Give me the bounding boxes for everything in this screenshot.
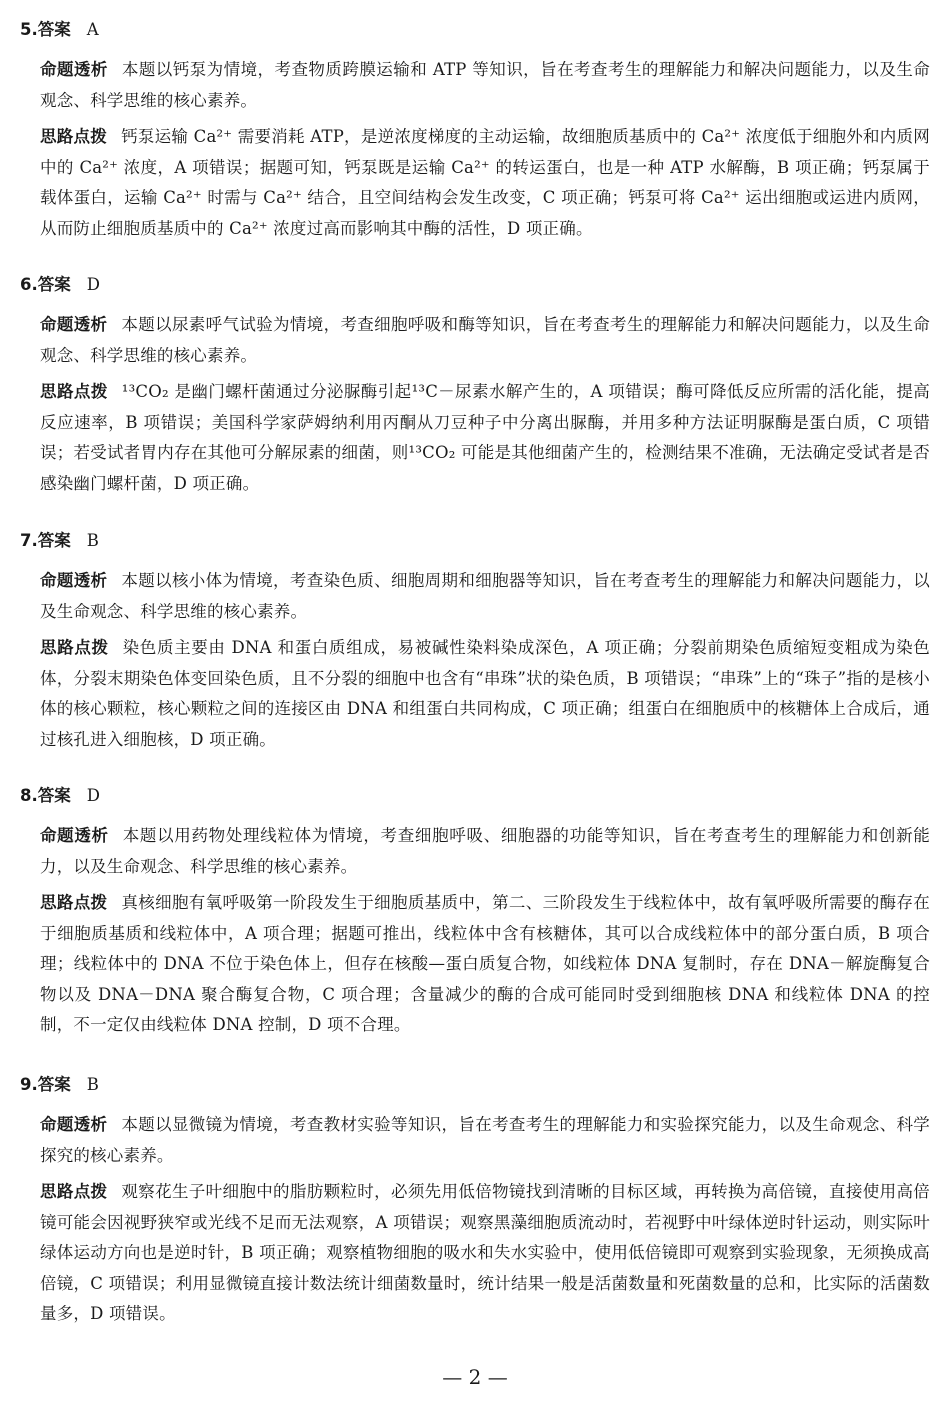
analysis-label: 命题透析 xyxy=(40,60,108,79)
thinking-text: 观察花生子叶细胞中的脂肪颗粒时，必须先用低倍物镜找到清晰的目标区域，再转换为高倍镜，直接使用高倍镜可能会因视野狭窄或光线不足而无法观察，A 项错误；观察黑藻细胞质流动时，若视野中叶绿体逆时针运动，则实际叶绿体运动方向也是逆时针，B 项正确；观察植物细胞的吸水和失水实验中，使用低倍镜即可观察到实验现象，无须换成高倍镜，C 项错误；利用显微镜直接计数法统计细菌数量时，统计结果一般是活菌数量和死菌数量的总和，比实际的活菌数量多，D 项错误。 xyxy=(40,1182,930,1323)
thinking-label: 思路点拨 xyxy=(40,1182,108,1201)
analysis-paragraph xyxy=(40,821,930,882)
thinking-paragraph xyxy=(40,122,930,244)
answer-label: 答案 xyxy=(37,1075,71,1094)
page-number: — 2 — xyxy=(442,1365,508,1389)
analysis-text: 本题以核小体为情境，考查染色质、细胞周期和细胞器等知识，旨在考查考生的理解能力和解决问题能力，以及生命观念、科学思维的核心素养。 xyxy=(40,571,930,621)
analysis-text: 本题以钙泵为情境，考查物质跨膜运输和 ATP 等知识，旨在考查考生的理解能力和解决问题能力，以及生命观念、科学思维的核心素养。 xyxy=(40,60,930,110)
answer-label: 答案 xyxy=(37,786,71,805)
question-6 xyxy=(20,275,935,499)
thinking-text: 染色质主要由 DNA 和蛋白质组成，易被碱性染料染成深色，A 项正确；分裂前期染色质缩短变粗成为染色体，分裂末期染色体变回染色质，且不分裂的细胞中也含有“串珠”状的染色质，B 项错误；“串珠”上的“珠子”指的是核小体的核心颗粒，核心颗粒之间的连接区由 DNA 和组蛋白共同构成，C 项正确；组蛋白在细胞质中的核糖体上合成后，通过核孔进入细胞核，D 项正确。 xyxy=(40,638,930,749)
question-9 xyxy=(20,1075,935,1330)
thinking-label: 思路点拨 xyxy=(40,638,109,657)
answer-value: B xyxy=(86,1075,99,1094)
answer-value: B xyxy=(86,531,99,550)
question-8 xyxy=(20,786,935,1041)
analysis-paragraph xyxy=(40,566,930,627)
thinking-paragraph xyxy=(40,1177,930,1330)
answer-label: 答案 xyxy=(37,531,71,550)
answer-line xyxy=(20,20,935,40)
question-number: 6. xyxy=(20,275,38,294)
analysis-text: 本题以尿素呼气试验为情境，考查细胞呼吸和酶等知识，旨在考查考生的理解能力和解决问题能力，以及生命观念、科学思维的核心素养。 xyxy=(40,315,930,365)
analysis-paragraph xyxy=(40,55,930,116)
thinking-text: 钙泵运输 Ca²⁺ 需要消耗 ATP，是逆浓度梯度的主动运输，故细胞质基质中的 Ca²⁺ 浓度低于细胞外和内质网中的 Ca²⁺ 浓度，A 项错误；据题可知，钙泵既是运输 Ca²⁺ 的转运蛋白，也是一种 ATP 水解酶，B 项正确；钙泵属于载体蛋白，运输 Ca²⁺ 时需与 Ca²⁺ 结合，且空间结构会发生改变，C 项正确；钙泵可将 Ca²⁺ 运出细胞或运进内质网，从而防止细胞质基质中的 Ca²⁺ 浓度过高而影响其中酶的活性，D 项正确。 xyxy=(40,127,930,238)
thinking-paragraph xyxy=(40,888,930,1041)
answer-line xyxy=(20,275,935,295)
question-7 xyxy=(20,531,935,755)
answer-label: 答案 xyxy=(37,20,71,39)
analysis-label: 命题透析 xyxy=(40,1115,108,1134)
analysis-label: 命题透析 xyxy=(40,826,109,845)
analysis-text: 本题以显微镜为情境，考查教材实验等知识，旨在考查考生的理解能力和实验探究能力，以及生命观念、科学探究的核心素养。 xyxy=(40,1115,930,1165)
analysis-paragraph xyxy=(40,310,930,371)
thinking-paragraph xyxy=(40,633,930,755)
question-5 xyxy=(20,20,935,244)
analysis-paragraph xyxy=(40,1110,930,1171)
answer-value: D xyxy=(86,275,100,294)
thinking-text: ¹³CO₂ 是幽门螺杆菌通过分泌脲酶引起¹³C－尿素水解产生的，A 项错误；酶可降低反应所需的活化能，提高反应速率，B 项错误；美国科学家萨姆纳利用丙酮从刀豆种子中分离出脲酶，并用多种方法证明脲酶是蛋白质，C 项错误；若受试者胃内存在其他可分解尿素的细菌，则¹³CO₂ 可能是其他细菌产生的，检测结果不准确，无法确定受试者是否感染幽门螺杆菌，D 项正确。 xyxy=(40,382,930,493)
thinking-label: 思路点拨 xyxy=(40,893,108,912)
analysis-label: 命题透析 xyxy=(40,571,108,590)
question-number: 5. xyxy=(20,20,38,39)
answer-value: A xyxy=(86,20,99,39)
answer-label: 答案 xyxy=(37,275,71,294)
analysis-label: 命题透析 xyxy=(40,315,108,334)
thinking-label: 思路点拨 xyxy=(40,127,108,146)
thinking-text: 真核细胞有氧呼吸第一阶段发生于细胞质基质中，第二、三阶段发生于线粒体中，故有氧呼吸所需要的酶存在于细胞质基质和线粒体中，A 项合理；据题可推出，线粒体中含有核糖体，其可以合成线粒体中的部分蛋白质，B 项合理；线粒体中的 DNA 不位于染色体上，但存在核酸—蛋白质复合物，如线粒体 DNA 复制时，存在 DNA－解旋酶复合物以及 DNA－DNA 聚合酶复合物，C 项合理；含量减少的酶的合成可能同时受到细胞核 DNA 和线粒体 DNA 的控制，不一定仅由线粒体 DNA 控制，D 项不合理。 xyxy=(40,893,930,1034)
question-number: 7. xyxy=(20,531,38,550)
answer-line xyxy=(20,786,935,806)
thinking-paragraph xyxy=(40,377,930,499)
answer-line xyxy=(20,1075,935,1095)
thinking-label: 思路点拨 xyxy=(40,382,108,401)
question-number: 9. xyxy=(20,1075,38,1094)
answer-line xyxy=(20,531,935,551)
answer-value: D xyxy=(86,786,100,805)
analysis-text: 本题以用药物处理线粒体为情境，考查细胞呼吸、细胞器的功能等知识，旨在考查考生的理解能力和创新能力，以及生命观念、科学思维的核心素养。 xyxy=(40,826,930,876)
question-number: 8. xyxy=(20,786,38,805)
